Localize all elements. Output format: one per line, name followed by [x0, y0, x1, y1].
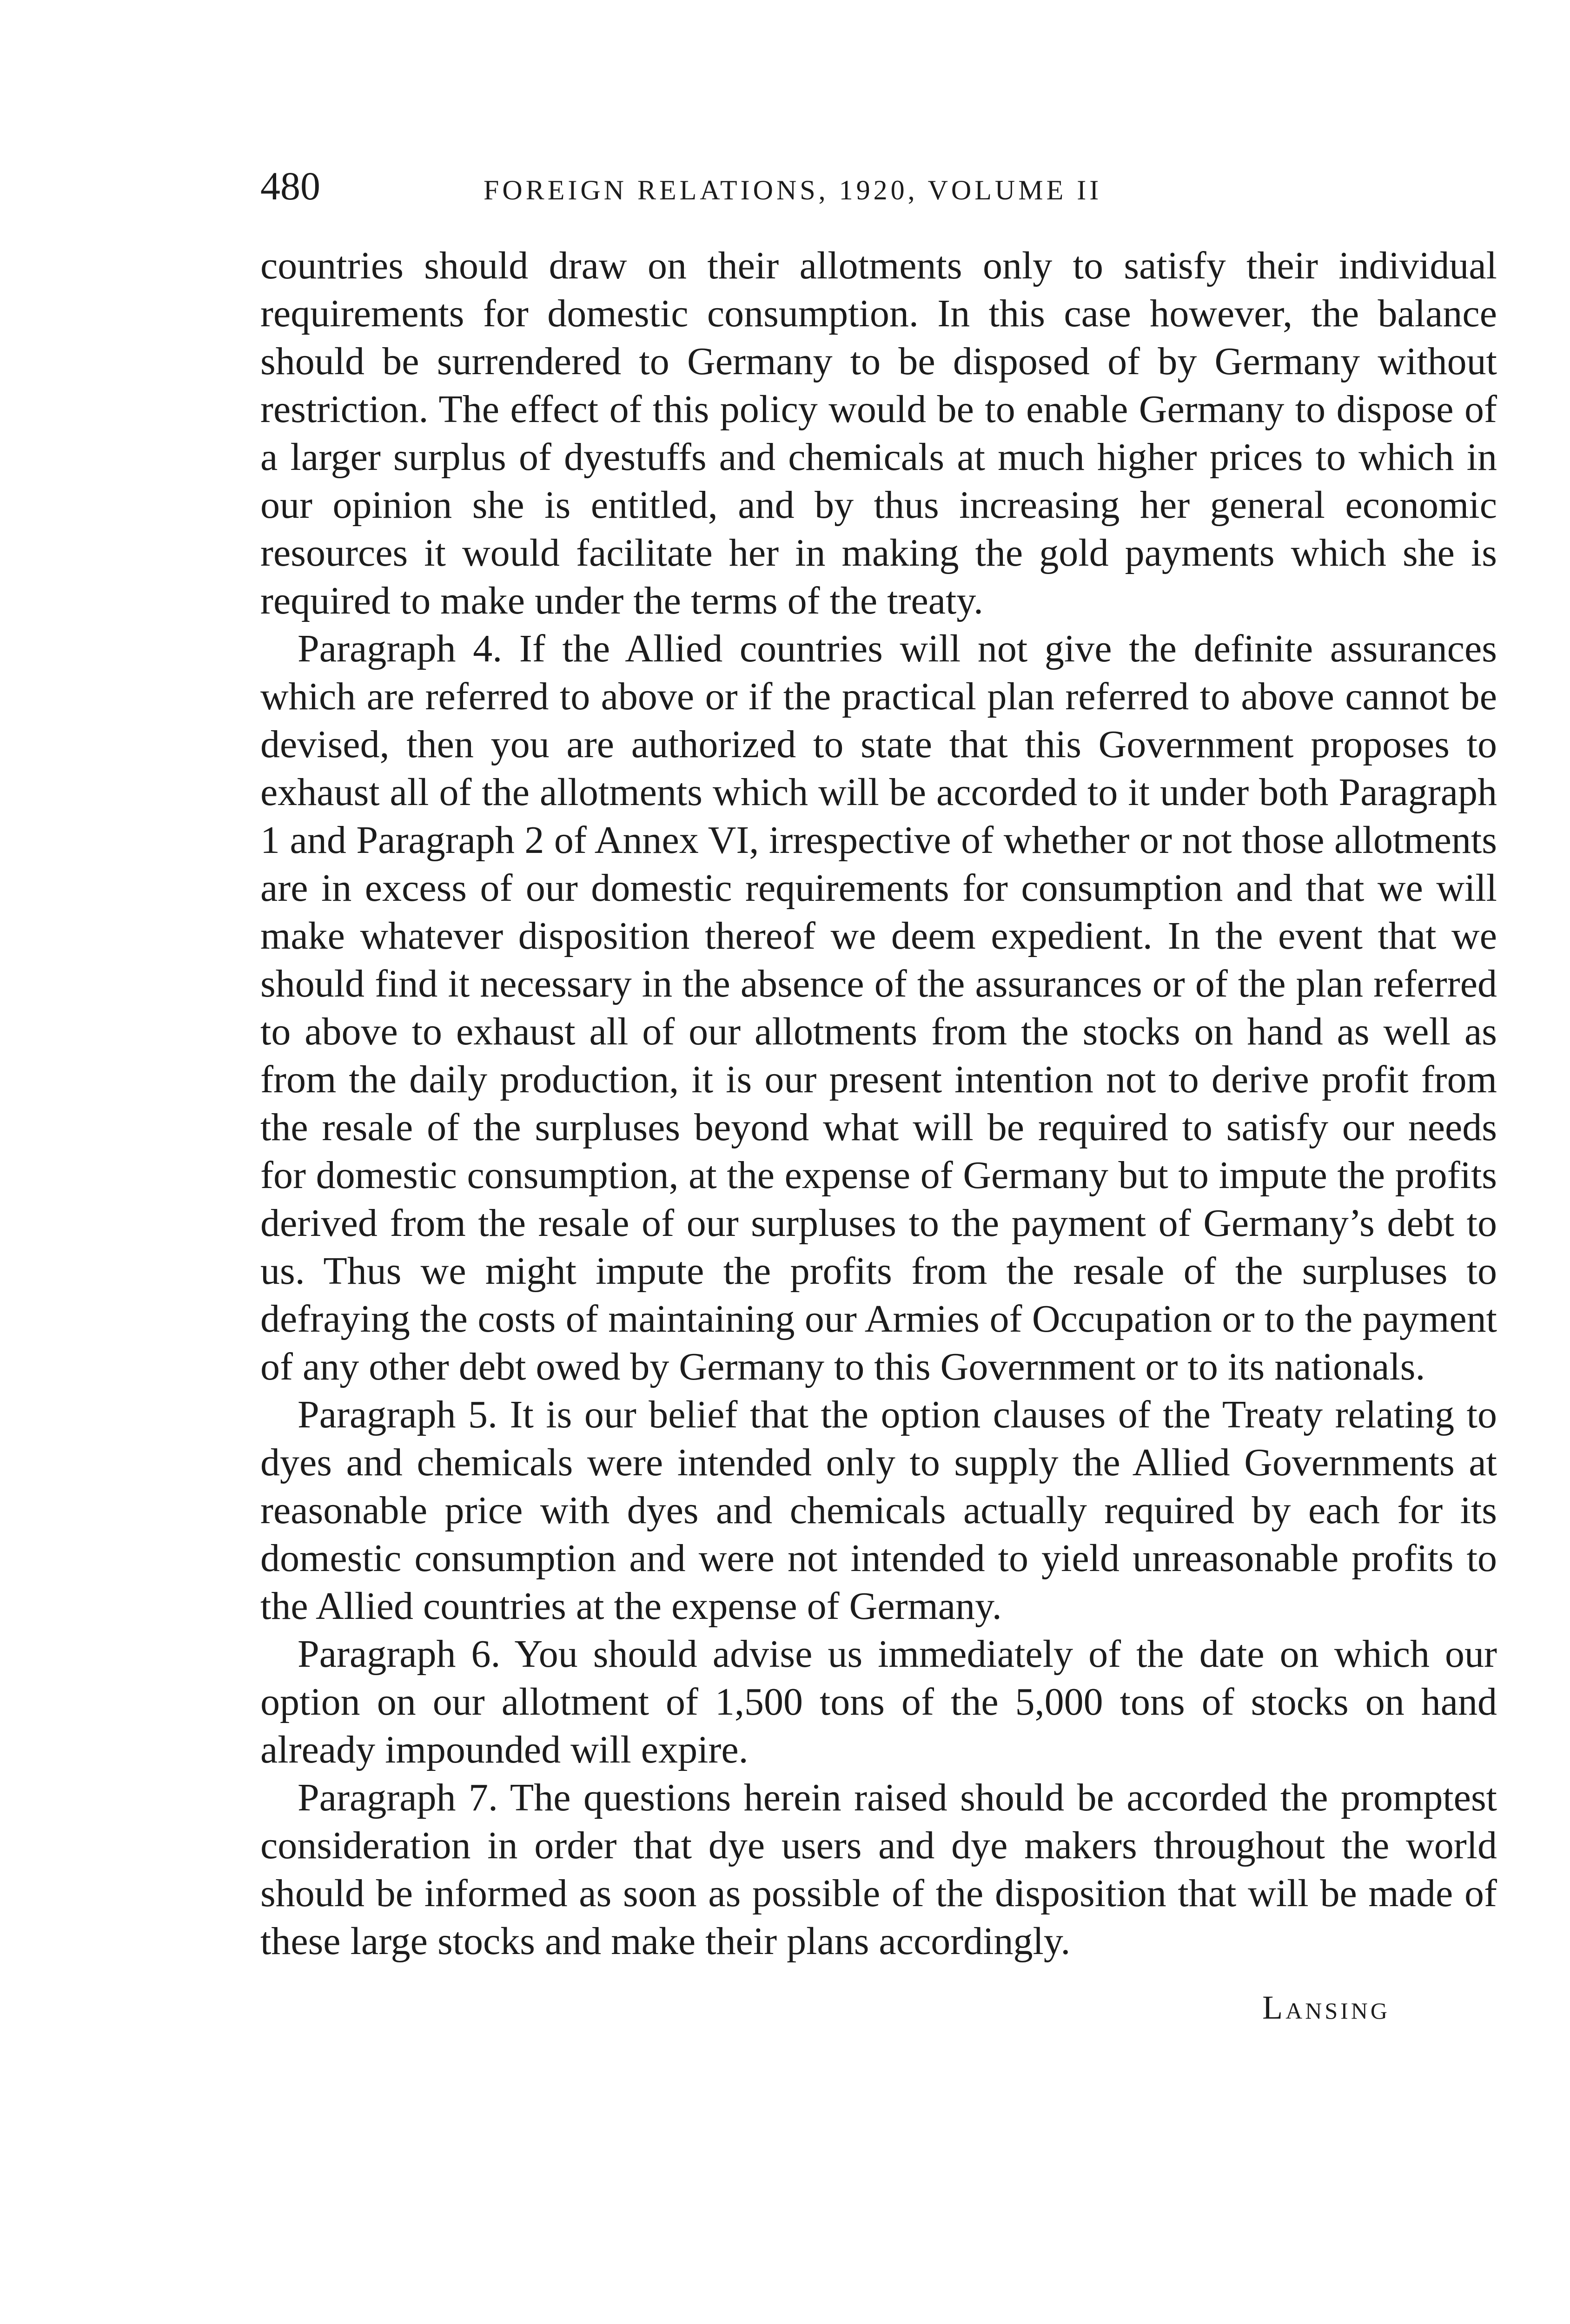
signature: Lansing [1262, 1989, 1390, 2026]
document-page [260, 163, 1497, 2027]
page-header [260, 163, 1497, 214]
body-text [260, 242, 1497, 1965]
paragraph-7: Paragraph 7. The questions herein raised should be accorded the promptest consideration in order that dye users and dye makers throughout the world should be informed as soon as possible of the disposition that will be made of these large stocks and make their plans accordingly. [260, 1776, 1497, 1963]
paragraph-6: Paragraph 6. You should advise us immediately of the date on which our option on our allotment of 1,500 tons of the 5,000 tons of stocks on hand already impounded will expire. [260, 1632, 1497, 1771]
paragraph-4: Paragraph 4. If the Allied countries will not give the definite assurances which are referred to above or if the practical plan referred to above cannot be devised, then you are authorized to state that this Government proposes to exhaust all of the allotments which will be accorded to it under both Paragraph 1 and Paragraph 2 of Annex VI, irrespective of whether or not those allotments are in excess of our domestic requirements for consumption and that we will make whatever disposition thereof we deem expedient. In the event that we should find it necessary in the absence of the assurances or of the plan referred to above to exhaust all of our allotments from the stocks on hand as well as from the daily production, it is our present intention not to derive profit from the resale of the surpluses beyond what will be required to satisfy our needs for domestic consumption, at the expense of Germany but to impute the profits derived from the resale of our surpluses to the payment of Germany’s debt to us. Thus we might impute the profits from the resale of the surpluses to defraying the costs of maintaining our Armies of Occupation or to the payment of any other debt owed by Germany to this Government or to its nationals. [260, 627, 1497, 1388]
paragraph-5: Paragraph 5. It is our belief that the option clauses of the Treaty relating to dyes and chemicals were intended only to supply the Allied Governments at reasonable price with dyes and chemicals actually required by each for its domestic consumption and were not intended to yield unreasonable profits to the Allied countries at the expense of Germany. [260, 1393, 1497, 1628]
page-number: 480 [260, 164, 320, 208]
running-head: FOREIGN RELATIONS, 1920, VOLUME II [484, 175, 1102, 205]
paragraph-continuation: countries should draw on their allotments only to satisfy their individual requirements for domestic consumption. In this case however, the balance should be surrendered to Germany to be disposed of by Germany without restriction. The effect of this policy would be to enable Germany to dispose of a larger surplus of dyestuffs and chemicals at much higher prices to which in our opinion she is entitled, and by thus increasing her general economic resources it would facilitate her in making the gold payments which she is required to make under the terms of the treaty. [260, 244, 1497, 622]
